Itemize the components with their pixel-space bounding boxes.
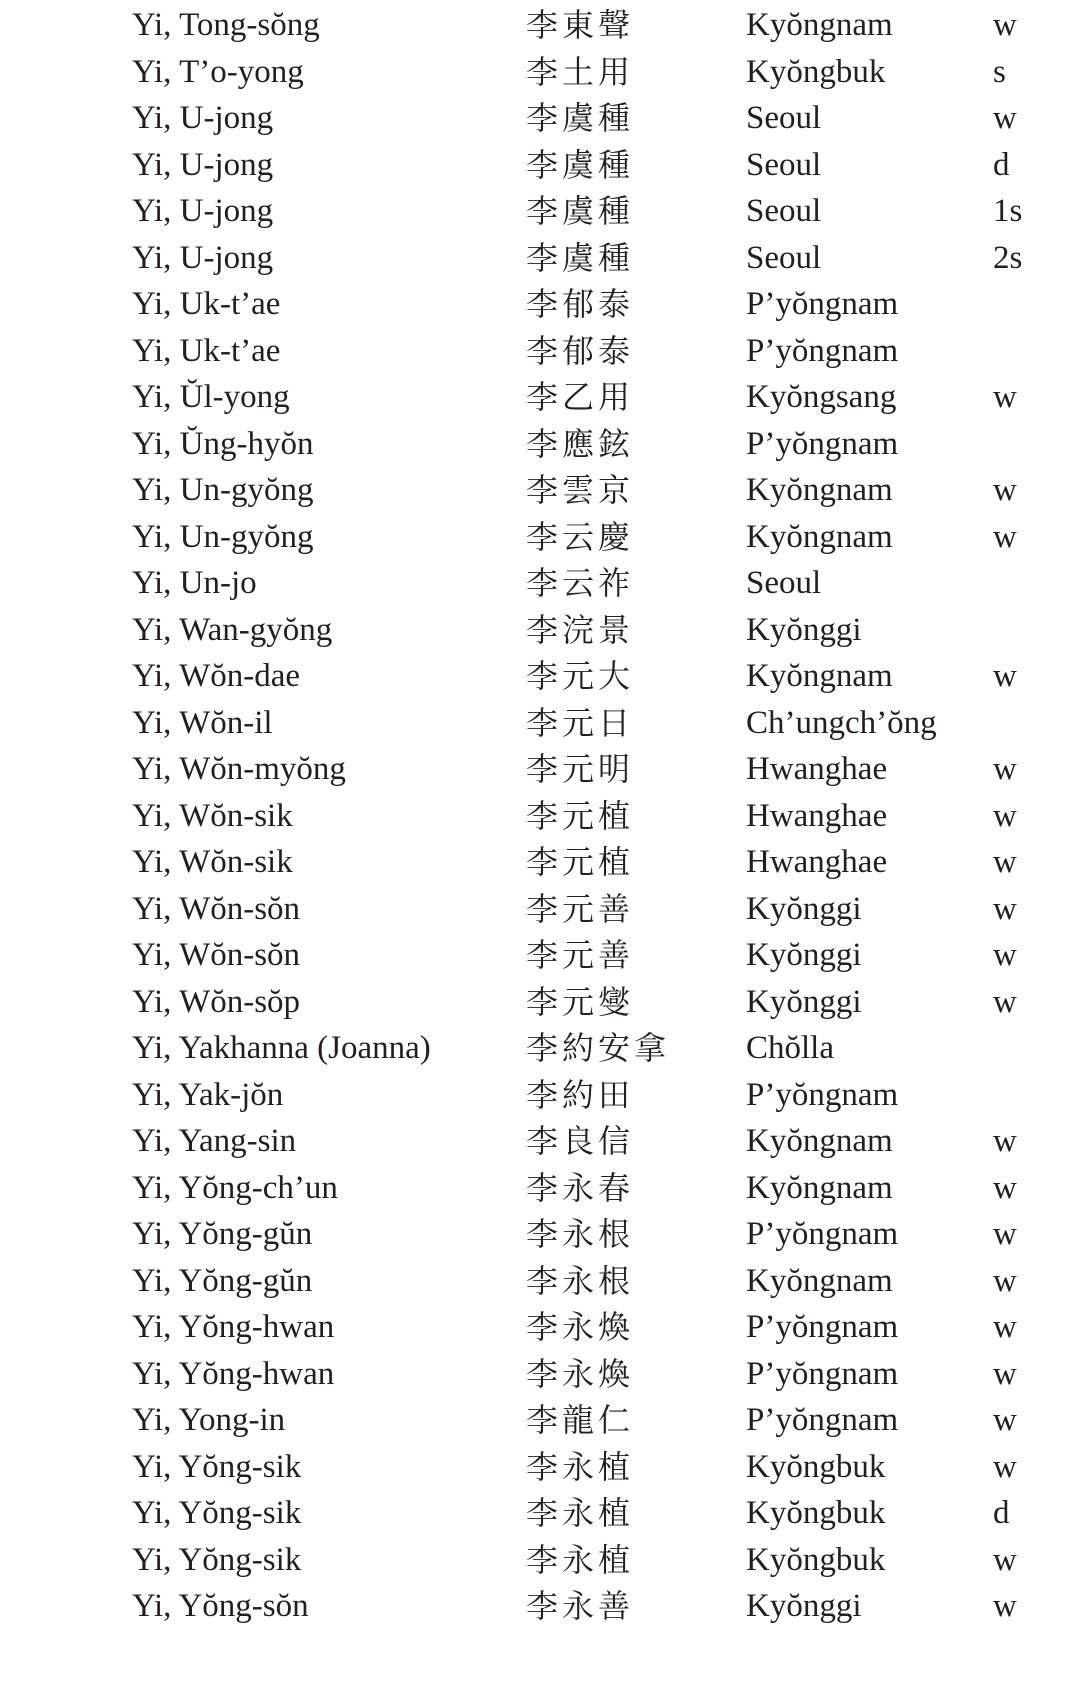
region-cell: P’yŏngnam <box>746 286 899 322</box>
region-cell: P’yŏngnam <box>746 1355 899 1392</box>
name-cell: Yi, Wŏn-il <box>132 704 273 741</box>
hanja-cell: 李元善 <box>526 889 635 928</box>
name-cell: Yi, Wŏn-sik <box>132 844 293 880</box>
table-row <box>0 140 1085 187</box>
region-cell: Kyŏngsang <box>746 379 897 415</box>
hanja-cell: 李乙用 <box>526 378 635 416</box>
mark-cell: w <box>993 797 1017 834</box>
name-cell: Yi, Yŏng-ch’un <box>132 1169 338 1206</box>
name-cell: Yi, Yŏng-gŭn <box>132 1262 313 1299</box>
mark-cell: w <box>993 890 1017 927</box>
name-cell: Yi, Ŭl-yong <box>132 379 290 415</box>
region-cell: Kyŏngnam <box>746 1169 893 1206</box>
region-cell: P’yŏngnam <box>746 1076 899 1113</box>
region-cell: Seoul <box>746 146 822 183</box>
name-cell: Yi, Yŏng-sik <box>132 1448 302 1485</box>
table-row <box>0 1581 1085 1628</box>
mark-cell: w <box>993 658 1017 694</box>
table-row <box>0 558 1085 605</box>
region-cell: Kyŏnggi <box>746 890 862 927</box>
mark-cell: w <box>993 472 1017 508</box>
region-cell: P’yŏngnam <box>746 1309 899 1345</box>
table-row <box>0 465 1085 512</box>
name-cell: Yi, Yŏng-gŭn <box>132 1216 313 1252</box>
hanja-cell: 李云祚 <box>526 564 635 602</box>
name-cell: Yi, U-jong <box>132 193 274 229</box>
name-cell: Yi, Yong-in <box>132 1402 286 1438</box>
name-cell: Yi, Wŏn-dae <box>132 658 301 694</box>
name-cell: Yi, Wŏn-sik <box>132 797 293 834</box>
table-row <box>0 0 1085 47</box>
mark-cell: w <box>993 1169 1017 1206</box>
name-cell: Yi, Yŏng-hwan <box>132 1355 335 1392</box>
table-row <box>0 1535 1085 1582</box>
name-cell: Yi, Wŏn-sŏn <box>132 937 301 973</box>
hanja-cell: 李元植 <box>526 796 635 835</box>
name-cell: Yi, U-jong <box>132 146 274 183</box>
table-row <box>0 930 1085 977</box>
region-cell: Ch’ungch’ŏng <box>746 704 937 741</box>
mark-cell: w <box>993 1123 1017 1159</box>
table-row <box>0 605 1085 652</box>
mark-cell: w <box>993 983 1017 1020</box>
hanja-cell: 李虞種 <box>526 145 635 184</box>
name-cell: Yi, Yang-sin <box>132 1123 297 1159</box>
mark-cell: w <box>993 751 1017 787</box>
table-row <box>0 186 1085 233</box>
table-row <box>0 651 1085 698</box>
name-cell: Yi, U-jong <box>132 239 274 276</box>
region-cell: Chŏlla <box>746 1030 834 1066</box>
table-row <box>0 1116 1085 1163</box>
name-cell: Yi, Un-gyŏng <box>132 472 314 508</box>
table-row <box>0 326 1085 373</box>
hanja-cell: 李永根 <box>526 1261 635 1300</box>
hanja-cell: 李永植 <box>526 1540 635 1579</box>
hanja-cell: 李虞種 <box>526 99 635 137</box>
hanja-cell: 李龍仁 <box>526 1401 635 1439</box>
table-row <box>0 1442 1085 1489</box>
name-cell: Yi, Uk-t’ae <box>132 332 281 369</box>
table-row <box>0 93 1085 140</box>
name-cell: Yi, T’o-yong <box>132 53 304 90</box>
hanja-cell: 李永植 <box>526 1447 635 1486</box>
hanja-cell: 李元日 <box>526 703 635 742</box>
hanja-cell: 李郁泰 <box>526 285 635 323</box>
mark-cell: w <box>993 1541 1017 1578</box>
hanja-cell: 李云慶 <box>526 517 635 556</box>
hanja-cell: 李應鉉 <box>526 424 635 463</box>
mark-cell: w <box>993 1448 1017 1485</box>
name-cell: Yi, Yŏng-hwan <box>132 1309 335 1345</box>
hanja-cell: 李虞種 <box>526 238 635 277</box>
table-row <box>0 1488 1085 1535</box>
table-row <box>0 1302 1085 1349</box>
table-row <box>0 791 1085 838</box>
hanja-cell: 李永煥 <box>526 1354 635 1393</box>
name-cell: Yi, Yŏng-sŏn <box>132 1588 309 1624</box>
hanja-cell: 李永根 <box>526 1215 635 1253</box>
name-cell: Yi, Wŏn-myŏng <box>132 751 346 787</box>
mark-cell: w <box>993 1402 1017 1438</box>
hanja-cell: 李雲京 <box>526 471 635 509</box>
name-cell: Yi, Un-gyŏng <box>132 518 314 555</box>
mark-cell: w <box>993 937 1017 973</box>
table-row <box>0 512 1085 559</box>
hanja-cell: 李東聲 <box>526 6 635 44</box>
mark-cell: w <box>993 1588 1017 1624</box>
name-cell: Yi, Tong-sŏng <box>132 7 320 43</box>
region-cell: Seoul <box>746 193 822 229</box>
hanja-cell: 李永善 <box>526 1587 635 1625</box>
mark-cell: w <box>993 518 1017 555</box>
mark-cell: d <box>993 146 1010 183</box>
table-row <box>0 279 1085 326</box>
region-cell: Hwanghae <box>746 751 888 787</box>
name-cell: Yi, Un-jo <box>132 565 257 601</box>
mark-cell: w <box>993 1355 1017 1392</box>
name-cell: Yi, Wŏn-sŏp <box>132 983 301 1020</box>
region-cell: Kyŏnggi <box>746 1588 862 1624</box>
mark-cell: w <box>993 379 1017 415</box>
region-cell: Kyŏnggi <box>746 983 862 1020</box>
region-cell: Seoul <box>746 239 822 276</box>
region-cell: P’yŏngnam <box>746 425 899 462</box>
name-cell: Yi, Wan-gyŏng <box>132 611 333 648</box>
name-cell: Yi, Uk-t’ae <box>132 286 281 322</box>
hanja-cell: 李虞種 <box>526 192 635 230</box>
hanja-cell: 李元明 <box>526 750 635 788</box>
table-row <box>0 372 1085 419</box>
table-row <box>0 1023 1085 1070</box>
mark-cell: w <box>993 1216 1017 1252</box>
hanja-cell: 李元燮 <box>526 982 635 1021</box>
region-cell: Kyŏngnam <box>746 658 893 694</box>
mark-cell: s <box>993 53 1006 90</box>
region-cell: Kyŏngbuk <box>746 53 886 90</box>
name-cell: Yi, Yakhanna (Joanna) <box>132 1030 431 1066</box>
hanja-cell: 李土用 <box>526 52 635 91</box>
region-cell: P’yŏngnam <box>746 1216 899 1252</box>
table-row <box>0 1395 1085 1442</box>
mark-cell: 2s <box>993 239 1023 276</box>
table-row <box>0 837 1085 884</box>
mark-cell: w <box>993 100 1017 136</box>
hanja-cell: 李約田 <box>526 1075 635 1114</box>
hanja-cell: 李約安拿 <box>526 1029 671 1067</box>
region-cell: Kyŏnggi <box>746 611 862 648</box>
table-row <box>0 1349 1085 1396</box>
region-cell: Seoul <box>746 100 822 136</box>
region-cell: Kyŏngnam <box>746 1262 893 1299</box>
mark-cell: 1s <box>993 193 1023 229</box>
table-row <box>0 1163 1085 1210</box>
mark-cell: w <box>993 844 1017 880</box>
region-cell: Kyŏngnam <box>746 1123 893 1159</box>
table-row <box>0 419 1085 466</box>
region-cell: Kyŏnggi <box>746 937 862 973</box>
table-row <box>0 1256 1085 1303</box>
name-cell: Yi, Wŏn-sŏn <box>132 890 301 927</box>
table-row <box>0 47 1085 94</box>
name-cell: Yi, Yŏng-sik <box>132 1495 302 1531</box>
hanja-cell: 李元善 <box>526 936 635 974</box>
region-cell: Kyŏngnam <box>746 7 893 43</box>
region-cell: Kyŏngbuk <box>746 1448 886 1485</box>
region-cell: Kyŏngnam <box>746 472 893 508</box>
region-cell: Kyŏngnam <box>746 518 893 555</box>
region-cell: P’yŏngnam <box>746 1402 899 1438</box>
table-row <box>0 698 1085 745</box>
hanja-cell: 李郁泰 <box>526 331 635 370</box>
table-row <box>0 1070 1085 1117</box>
region-cell: Kyŏngbuk <box>746 1541 886 1578</box>
hanja-cell: 李永春 <box>526 1168 635 1207</box>
mark-cell: d <box>993 1495 1010 1531</box>
hanja-cell: 李元大 <box>526 657 635 695</box>
mark-cell: w <box>993 1309 1017 1345</box>
region-cell: Kyŏngbuk <box>746 1495 886 1531</box>
region-cell: P’yŏngnam <box>746 332 899 369</box>
region-cell: Seoul <box>746 565 822 601</box>
region-cell: Hwanghae <box>746 844 888 880</box>
name-cell: Yi, Yak-jŏn <box>132 1076 284 1113</box>
name-cell: Yi, Yŏng-sik <box>132 1541 302 1578</box>
table-row <box>0 977 1085 1024</box>
region-cell: Hwanghae <box>746 797 888 834</box>
mark-cell: w <box>993 7 1017 43</box>
table-row <box>0 884 1085 931</box>
name-cell: Yi, U-jong <box>132 100 274 136</box>
name-cell: Yi, Ŭng-hyŏn <box>132 425 314 462</box>
hanja-cell: 李浣景 <box>526 610 635 649</box>
table-row <box>0 233 1085 280</box>
hanja-cell: 李永煥 <box>526 1308 635 1346</box>
hanja-cell: 李元植 <box>526 843 635 881</box>
mark-cell: w <box>993 1262 1017 1299</box>
hanja-cell: 李良信 <box>526 1122 635 1160</box>
hanja-cell: 李永植 <box>526 1494 635 1532</box>
table-row <box>0 1209 1085 1256</box>
table-row <box>0 744 1085 791</box>
